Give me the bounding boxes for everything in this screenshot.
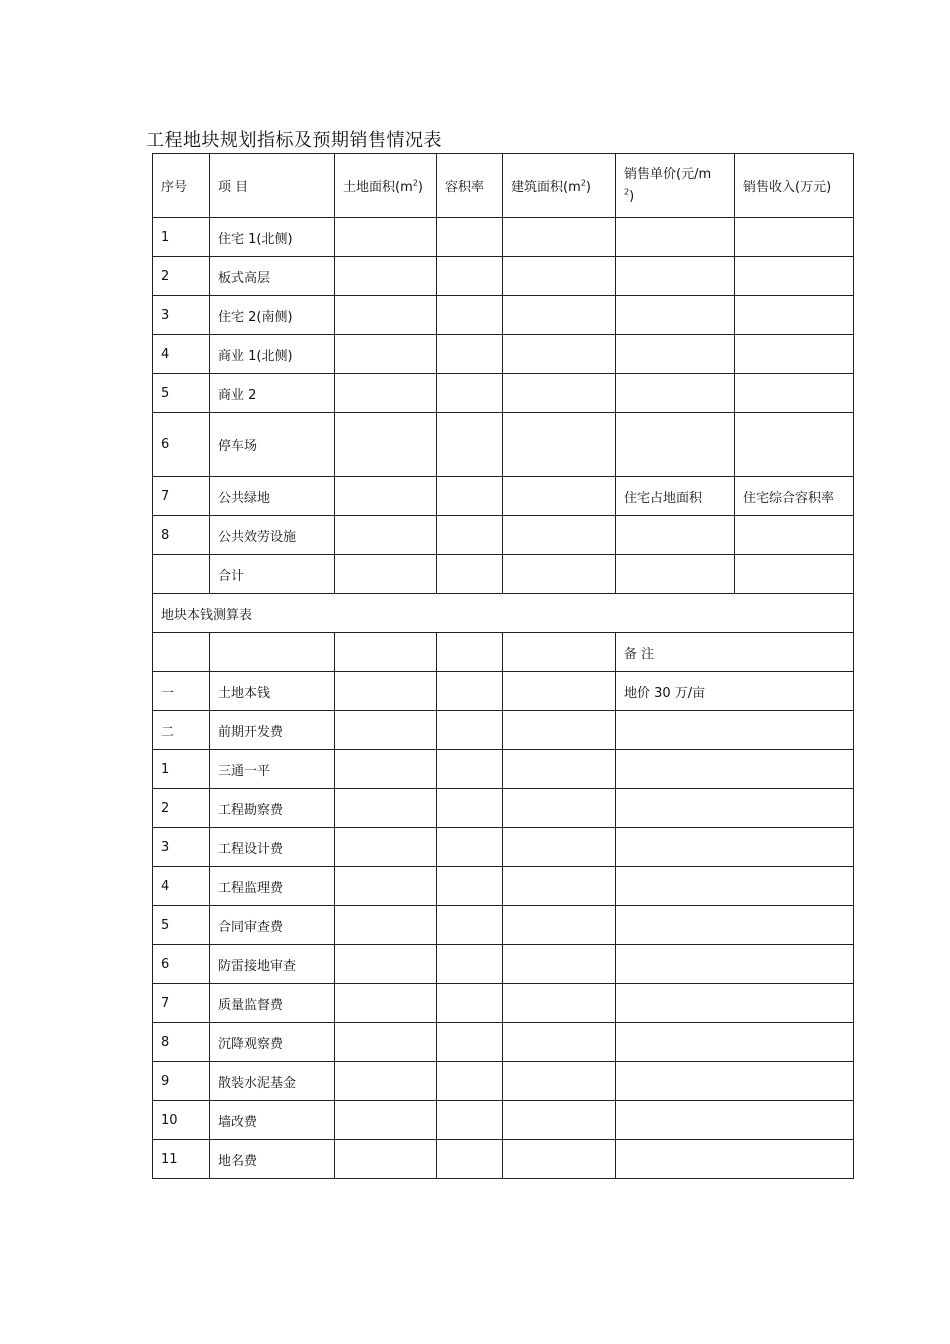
cost-row-seq: 1 <box>153 750 210 789</box>
cost-row-col5 <box>503 984 616 1023</box>
cost-row-col3 <box>335 1023 437 1062</box>
cost-row <box>153 1023 854 1062</box>
cost-row-col5 <box>503 867 616 906</box>
header-revenue: 销售收入(万元) <box>735 154 854 218</box>
cost-row-col5 <box>503 672 616 711</box>
cost-row-seq: 一 <box>153 672 210 711</box>
row-far <box>437 374 503 413</box>
header-row <box>153 154 854 218</box>
cost-row-col3 <box>335 750 437 789</box>
cost-header-row <box>153 633 854 672</box>
row-far <box>437 218 503 257</box>
header-far: 容积率 <box>437 154 503 218</box>
cost-row-col4 <box>437 1062 503 1101</box>
cost-row <box>153 711 854 750</box>
cost-row-col3 <box>335 1101 437 1140</box>
cost-row-seq: 2 <box>153 789 210 828</box>
cost-row-col4 <box>437 1140 503 1179</box>
row-build-area <box>503 555 616 594</box>
row-seq: 5 <box>153 374 210 413</box>
row-item: 板式高层 <box>210 257 335 296</box>
cost-row-col3 <box>335 984 437 1023</box>
cost-row-item: 合同审查费 <box>210 906 335 945</box>
row-build-area <box>503 218 616 257</box>
row-land-area <box>335 296 437 335</box>
cost-row <box>153 672 854 711</box>
row-item: 公共绿地 <box>210 477 335 516</box>
row-unit-price <box>616 374 735 413</box>
row-unit-price <box>616 516 735 555</box>
row-seq: 3 <box>153 296 210 335</box>
cost-row-seq: 4 <box>153 867 210 906</box>
cost-row-item: 前期开发费 <box>210 711 335 750</box>
header-unit-price: 销售单价(元/m $^2$) <box>616 154 735 218</box>
cost-row-seq: 11 <box>153 1140 210 1179</box>
row-seq: 4 <box>153 335 210 374</box>
cost-row-col4 <box>437 867 503 906</box>
row-far <box>437 257 503 296</box>
row-build-area <box>503 335 616 374</box>
row-revenue: 住宅综合容积率 <box>735 477 854 516</box>
row-seq: 8 <box>153 516 210 555</box>
cost-section-title: 地块本钱测算表 <box>153 594 854 633</box>
row-revenue <box>735 335 854 374</box>
cost-row-col5 <box>503 945 616 984</box>
cost-row <box>153 906 854 945</box>
row-build-area <box>503 477 616 516</box>
row-unit-price <box>616 335 735 374</box>
row-far <box>437 555 503 594</box>
cost-row-note <box>616 867 854 906</box>
cost-row-item: 工程勘察费 <box>210 789 335 828</box>
cost-header-note: 备 注 <box>616 633 854 672</box>
cost-row-note <box>616 984 854 1023</box>
cost-row-note <box>616 1062 854 1101</box>
planning-row <box>153 516 854 555</box>
row-unit-price <box>616 218 735 257</box>
document-title: 工程地块规划指标及预期销售情况表 <box>146 130 442 151</box>
planning-row <box>153 555 854 594</box>
cost-row-col5 <box>503 1023 616 1062</box>
row-revenue <box>735 413 854 477</box>
row-build-area <box>503 374 616 413</box>
row-seq: 7 <box>153 477 210 516</box>
row-unit-price <box>616 555 735 594</box>
row-item: 公共效劳设施 <box>210 516 335 555</box>
cost-row-col3 <box>335 789 437 828</box>
cost-row-col3 <box>335 711 437 750</box>
cost-row-item: 质量监督费 <box>210 984 335 1023</box>
cost-row-col4 <box>437 750 503 789</box>
cost-row-col3 <box>335 867 437 906</box>
cost-row-col4 <box>437 1023 503 1062</box>
cost-row-col5 <box>503 1140 616 1179</box>
cost-row <box>153 984 854 1023</box>
row-far <box>437 413 503 477</box>
row-item: 住宅 2(南侧) <box>210 296 335 335</box>
cost-row-seq: 7 <box>153 984 210 1023</box>
cost-row <box>153 1062 854 1101</box>
row-land-area <box>335 413 437 477</box>
row-land-area <box>335 477 437 516</box>
row-revenue <box>735 218 854 257</box>
cost-row <box>153 867 854 906</box>
cost-row-item: 工程监理费 <box>210 867 335 906</box>
cost-row-note <box>616 750 854 789</box>
planning-row <box>153 374 854 413</box>
cost-row-col4 <box>437 945 503 984</box>
cost-row-item: 地名费 <box>210 1140 335 1179</box>
row-build-area <box>503 296 616 335</box>
cost-row <box>153 1101 854 1140</box>
header-seq: 序号 <box>153 154 210 218</box>
row-item: 商业 1(北侧) <box>210 335 335 374</box>
cost-row-col4 <box>437 672 503 711</box>
cost-row-item: 沉降观察费 <box>210 1023 335 1062</box>
header-item: 项 目 <box>210 154 335 218</box>
row-far <box>437 516 503 555</box>
cost-row-seq: 3 <box>153 828 210 867</box>
row-unit-price <box>616 296 735 335</box>
row-seq: 6 <box>153 413 210 477</box>
row-land-area <box>335 374 437 413</box>
row-seq <box>153 555 210 594</box>
cost-header-col3 <box>335 633 437 672</box>
planning-row <box>153 218 854 257</box>
cost-row-note <box>616 711 854 750</box>
row-unit-price <box>616 413 735 477</box>
row-land-area <box>335 555 437 594</box>
row-unit-price: 住宅占地面积 <box>616 477 735 516</box>
cost-row-col3 <box>335 945 437 984</box>
planning-row <box>153 257 854 296</box>
cost-row-col3 <box>335 672 437 711</box>
cost-row-col5 <box>503 828 616 867</box>
cost-row-col4 <box>437 906 503 945</box>
cost-row-col4 <box>437 828 503 867</box>
cost-row-col4 <box>437 1101 503 1140</box>
row-item: 商业 2 <box>210 374 335 413</box>
row-build-area <box>503 413 616 477</box>
cost-row-col5 <box>503 711 616 750</box>
row-land-area <box>335 257 437 296</box>
cost-section-title-row <box>153 594 854 633</box>
planning-row <box>153 335 854 374</box>
cost-header-col5 <box>503 633 616 672</box>
row-revenue <box>735 257 854 296</box>
cost-row <box>153 1140 854 1179</box>
planning-row <box>153 413 854 477</box>
cost-row-col5 <box>503 750 616 789</box>
cost-row-note <box>616 1023 854 1062</box>
cost-row <box>153 750 854 789</box>
row-seq: 2 <box>153 257 210 296</box>
cost-row-col3 <box>335 906 437 945</box>
cost-row-note <box>616 906 854 945</box>
header-build-area: 建筑面积$(m^2)$ <box>503 154 616 218</box>
row-far <box>437 335 503 374</box>
cost-row-seq: 10 <box>153 1101 210 1140</box>
row-land-area <box>335 516 437 555</box>
cost-header-item <box>210 633 335 672</box>
cost-row-item: 防雷接地审查 <box>210 945 335 984</box>
cost-row-note <box>616 789 854 828</box>
cost-row-col3 <box>335 828 437 867</box>
cost-row-note <box>616 828 854 867</box>
cost-row-seq: 6 <box>153 945 210 984</box>
cost-header-seq <box>153 633 210 672</box>
cost-row-seq: 9 <box>153 1062 210 1101</box>
header-land-area: 土地面积$(m^2)$ <box>335 154 437 218</box>
row-seq: 1 <box>153 218 210 257</box>
row-revenue <box>735 555 854 594</box>
row-far <box>437 296 503 335</box>
cost-row-note <box>616 1101 854 1140</box>
cost-header-col4 <box>437 633 503 672</box>
cost-row-note: 地价 30 万/亩 <box>616 672 854 711</box>
cost-row-col4 <box>437 789 503 828</box>
row-land-area <box>335 218 437 257</box>
row-item: 住宅 1(北侧) <box>210 218 335 257</box>
row-build-area <box>503 257 616 296</box>
cost-row-col3 <box>335 1140 437 1179</box>
cost-row <box>153 945 854 984</box>
cost-row-col4 <box>437 984 503 1023</box>
cost-row-col4 <box>437 711 503 750</box>
row-item: 合计 <box>210 555 335 594</box>
cost-row-note <box>616 1140 854 1179</box>
cost-row <box>153 789 854 828</box>
row-revenue <box>735 296 854 335</box>
cost-row-note <box>616 945 854 984</box>
row-far <box>437 477 503 516</box>
cost-row-seq: 5 <box>153 906 210 945</box>
cost-row <box>153 828 854 867</box>
planning-row <box>153 296 854 335</box>
cost-row-item: 工程设计费 <box>210 828 335 867</box>
planning-cost-table <box>152 153 854 1179</box>
row-build-area <box>503 516 616 555</box>
cost-row-seq: 二 <box>153 711 210 750</box>
cost-row-item: 三通一平 <box>210 750 335 789</box>
row-land-area <box>335 335 437 374</box>
cost-row-col5 <box>503 1101 616 1140</box>
cost-row-item: 散装水泥基金 <box>210 1062 335 1101</box>
row-unit-price <box>616 257 735 296</box>
row-revenue <box>735 516 854 555</box>
cost-row-col5 <box>503 906 616 945</box>
row-revenue <box>735 374 854 413</box>
cost-row-item: 墙改费 <box>210 1101 335 1140</box>
cost-row-seq: 8 <box>153 1023 210 1062</box>
planning-row <box>153 477 854 516</box>
cost-row-item: 土地本钱 <box>210 672 335 711</box>
cost-row-col5 <box>503 789 616 828</box>
cost-row-col3 <box>335 1062 437 1101</box>
cost-row-col5 <box>503 1062 616 1101</box>
row-item: 停车场 <box>210 413 335 477</box>
